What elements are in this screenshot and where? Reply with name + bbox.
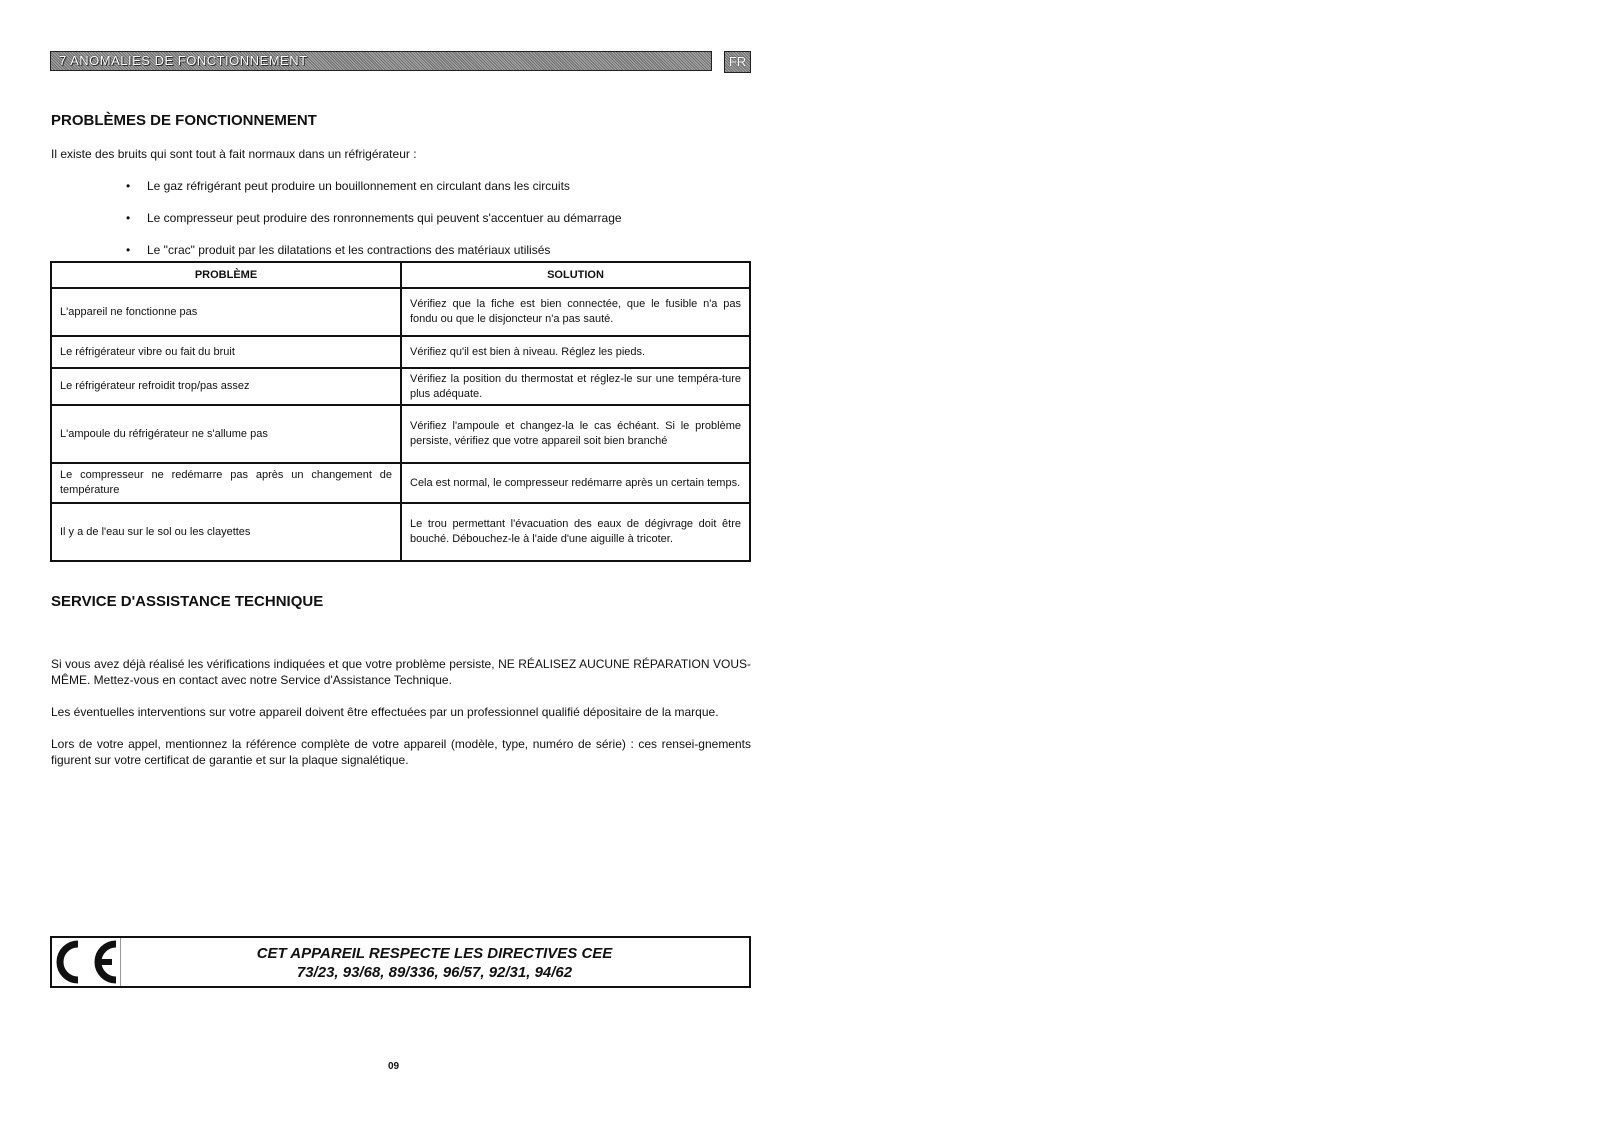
problem-cell: L'ampoule du réfrigérateur ne s'allume pas bbox=[51, 405, 401, 463]
noise-list bbox=[124, 178, 622, 274]
section-title-bar bbox=[50, 51, 712, 71]
table-row bbox=[51, 405, 750, 463]
language-badge: FR bbox=[724, 51, 751, 73]
bullet-icon: • bbox=[126, 179, 131, 193]
service-heading: SERVICE D'ASSISTANCE TECHNIQUE bbox=[51, 593, 324, 610]
problem-cell: Il y a de l'eau sur le sol ou les clayettes bbox=[51, 503, 401, 561]
ce-compliance-box bbox=[50, 936, 751, 988]
table-row bbox=[51, 368, 750, 405]
list-item bbox=[124, 210, 622, 242]
ce-line-2: 73/23, 93/68, 89/336, 96/57, 92/31, 94/62 bbox=[296, 964, 573, 981]
page-number: 09 bbox=[388, 1061, 400, 1072]
service-paragraph-3: Lors de votre appel, mentionnez la référence complète de votre appareil (modèle, type, numéro de série) : ces rensei-gnements figurent sur votre certificat de garantie et sur la plaque signalétique. bbox=[51, 737, 751, 767]
ce-line-1: CET APPAREIL RESPECTE LES DIRECTIVES CEE bbox=[256, 945, 613, 962]
problem-cell: Le compresseur ne redémarre pas après un changement de température bbox=[51, 463, 401, 503]
solution-cell: Le trou permettant l'évacuation des eaux de dégivrage doit être bouché. Débouchez-le à l'aide d'une aiguille à tricoter. bbox=[401, 503, 750, 561]
table-row bbox=[51, 288, 750, 336]
section-title: 7 ANOMALIES DE FONCTIONNEMENT bbox=[59, 53, 308, 68]
service-paragraph-2: Les éventuelles interventions sur votre appareil doivent être effectuées par un professionnel qualifié dépositaire de la marque. bbox=[51, 705, 719, 719]
list-item bbox=[124, 178, 622, 210]
ce-directive-text bbox=[120, 944, 749, 982]
problems-intro: Il existe des bruits qui sont tout à fait normaux dans un réfrigérateur : bbox=[51, 147, 417, 161]
service-paragraph-1: Si vous avez déjà réalisé les vérifications indiquées et que votre problème persiste, NE RÉALISEZ AUCUNE RÉPARATION VOUS-MÊME. Mettez-vous en contact avec notre Service d'Assistance Technique. bbox=[51, 657, 751, 687]
list-item-text: Le "crac" produit par les dilatations et les contractions des matériaux utilisés bbox=[147, 243, 551, 257]
solution-cell: Vérifiez l'ampoule et changez-la le cas échéant. Si le problème persiste, vérifiez que votre appareil soit bien branché bbox=[401, 405, 750, 463]
column-header-solution: SOLUTION bbox=[401, 262, 750, 288]
column-header-problem: PROBLÈME bbox=[51, 262, 401, 288]
list-item-text: Le gaz réfrigérant peut produire un bouillonnement en circulant dans les circuits bbox=[147, 179, 570, 193]
problems-heading: PROBLÈMES DE FONCTIONNEMENT bbox=[51, 112, 317, 129]
table-row bbox=[51, 503, 750, 561]
solution-cell: Vérifiez la position du thermostat et réglez-le sur une tempéra-ture plus adéquate. bbox=[401, 368, 750, 405]
problem-cell: Le réfrigérateur vibre ou fait du bruit bbox=[51, 336, 401, 368]
solution-cell: Cela est normal, le compresseur redémarre après un certain temps. bbox=[401, 463, 750, 503]
bullet-icon: • bbox=[126, 211, 131, 225]
table-row bbox=[51, 336, 750, 368]
bullet-icon: • bbox=[126, 243, 131, 257]
list-item-text: Le compresseur peut produire des ronronnements qui peuvent s'accentuer au démarrage bbox=[147, 211, 622, 225]
solution-cell: Vérifiez que la fiche est bien connectée, que le fusible n'a pas fondu ou que le disjoncteur n'a pas sauté. bbox=[401, 288, 750, 336]
problem-cell: L'appareil ne fonctionne pas bbox=[51, 288, 401, 336]
ce-mark-icon bbox=[52, 938, 121, 986]
problem-cell: Le réfrigérateur refroidit trop/pas assez bbox=[51, 368, 401, 405]
solution-cell: Vérifiez qu'il est bien à niveau. Réglez les pieds. bbox=[401, 336, 750, 368]
troubleshooting-table bbox=[50, 261, 751, 562]
table-row bbox=[51, 463, 750, 503]
table-header-row bbox=[51, 262, 750, 288]
